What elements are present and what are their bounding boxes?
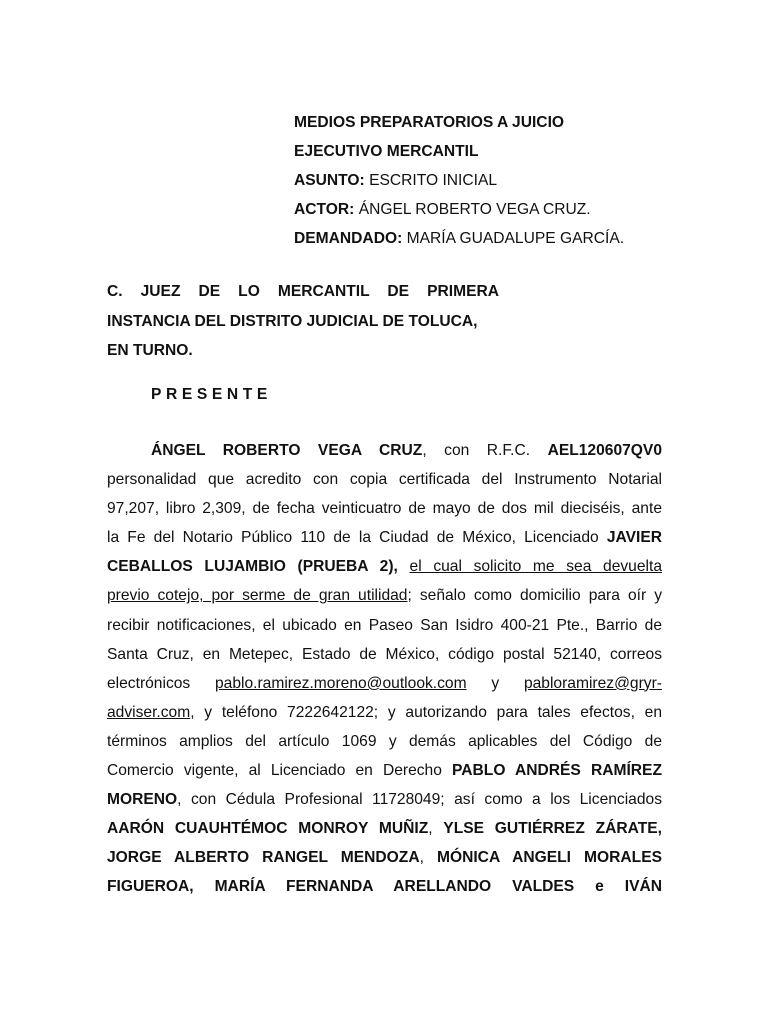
email-link-1[interactable]: pablo.ramirez.moreno@outlook.com <box>215 674 467 692</box>
judge-addressee <box>107 277 499 366</box>
actor-value: ÁNGEL ROBERTO VEGA CRUZ. <box>354 201 591 218</box>
body-line-12: Comercio vigente, al Licenciado en Derecho PABLO ANDRÉS RAMÍREZ <box>107 762 662 780</box>
body-paragraph <box>107 436 662 902</box>
body-line-13: MORENO, con Cédula Profesional 11728049; así como a los Licenciados <box>107 791 662 809</box>
addressee-line-3: EN TURNO. <box>107 342 193 359</box>
rfc-value: AEL120607QV0 <box>547 442 662 459</box>
case-header <box>294 108 714 253</box>
body-line-14: AARÓN CUAUHTÉMOC MONROY MUÑIZ, YLSE GUTIÉRREZ ZÁRATE, <box>107 820 662 838</box>
notary-name-part2: CEBALLOS LUJAMBIO (PRUEBA 2), <box>107 558 398 576</box>
addressee-line-2: INSTANCIA DEL DISTRITO JUDICIAL DE TOLUCA, <box>107 312 478 330</box>
presente-heading: PRESENTE <box>151 386 272 403</box>
body-line-1: ÁNGEL ROBERTO VEGA CRUZ, con R.F.C. AEL120607QV0 <box>151 442 662 459</box>
demandado-value: MARÍA GUADALUPE GARCÍA. <box>402 230 625 247</box>
email-link-2-part2[interactable]: adviser.com <box>107 703 191 721</box>
case-type-line-1: MEDIOS PREPARATORIOS A JUICIO <box>294 114 565 131</box>
demandado-label: DEMANDADO: <box>294 230 403 247</box>
asunto-line <box>294 166 714 195</box>
body-line-5: CEBALLOS LUJAMBIO (PRUEBA 2), el cual solicito me sea devuelta <box>107 558 662 576</box>
asunto-value: ESCRITO INICIAL <box>364 172 498 189</box>
actor-line <box>294 195 714 224</box>
notary-name-part1: JAVIER <box>606 529 662 547</box>
body-line-2: personalidad que acredito con copia certificada del Instrumento Notarial <box>107 471 662 489</box>
lawyer-name-part1: PABLO ANDRÉS RAMÍREZ <box>452 762 662 780</box>
actor-label: ACTOR: <box>294 201 355 218</box>
asunto-label: ASUNTO: <box>294 172 365 189</box>
body-line-4: la Fe del Notario Público 110 de la Ciudad de México, Licenciado JAVIER <box>107 529 662 547</box>
body-line-16: FIGUEROA, MARÍA FERNANDA ARELLANDO VALDES e IVÁN <box>107 878 662 896</box>
email-link-2-part1[interactable]: pabloramirez@gryr- <box>523 674 662 692</box>
body-line-8: Santa Cruz, en Metepec, Estado de México, código postal 52140, correos <box>107 645 662 663</box>
body-line-11: términos amplios del artículo 1069 y demás aplicables del Código de <box>107 732 662 750</box>
demandado-line <box>294 224 714 253</box>
body-line-3: 97,207, libro 2,309, de fecha veinticuatro de mayo de dos mil dieciséis, ante <box>107 500 662 518</box>
body-line-10: adviser.com, y teléfono 7222642122; y autorizando para tales efectos, en <box>107 703 662 721</box>
actor-name: ÁNGEL ROBERTO VEGA CRUZ <box>151 442 423 459</box>
case-type-line-2: EJECUTIVO MERCANTIL <box>294 143 479 160</box>
body-line-6: previo cotejo, por serme de gran utilidad; señalo como domicilio para oír y <box>107 587 662 605</box>
addressee-line-1: C. JUEZ DE LO MERCANTIL DE PRIMERA <box>107 283 499 300</box>
body-line-9: electrónicos pablo.ramirez.moreno@outlook.com y pabloramirez@gryr- <box>107 674 662 692</box>
body-line-15: JORGE ALBERTO RANGEL MENDOZA, MÓNICA ANGELI MORALES <box>107 849 662 867</box>
body-line-7: recibir notificaciones, el ubicado en Paseo San Isidro 400-21 Pte., Barrio de <box>107 616 662 634</box>
lawyer-name-part2: MORENO <box>107 791 178 809</box>
